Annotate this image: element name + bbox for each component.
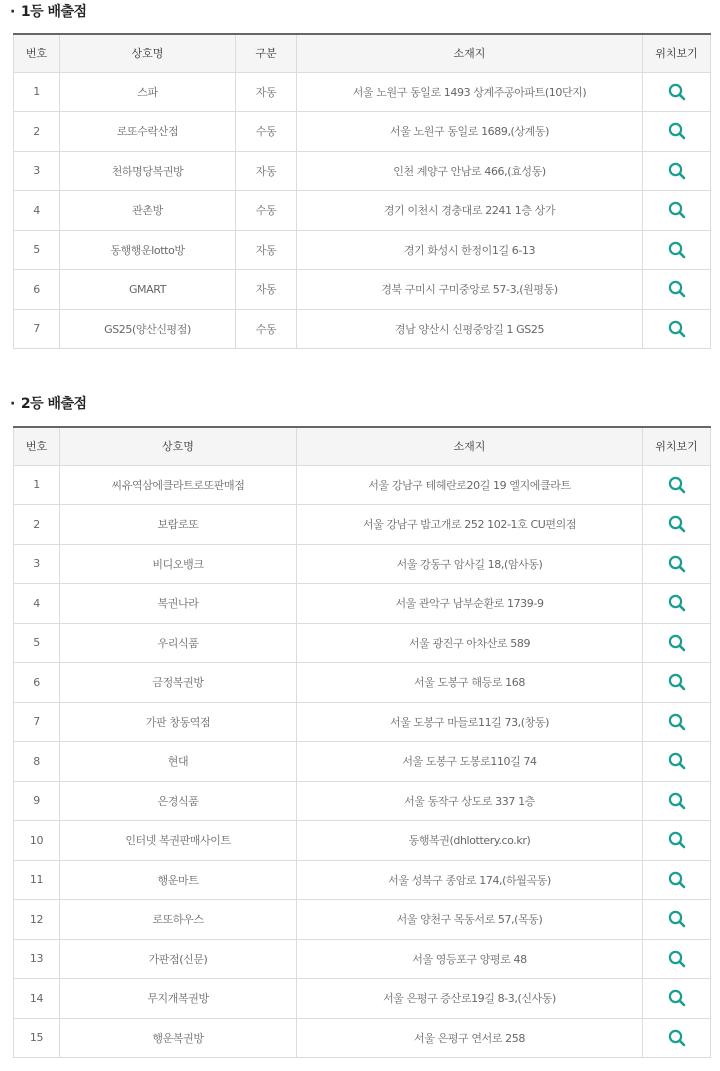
cell-no: 7 bbox=[14, 702, 60, 742]
cell-type: 수동 bbox=[236, 191, 297, 231]
col-header-location: 위치보기 bbox=[643, 427, 711, 465]
cell-name: 관촌방 bbox=[60, 191, 236, 231]
cell-no: 14 bbox=[14, 979, 60, 1019]
table-header-row bbox=[14, 427, 711, 465]
cell-address: 서울 노원구 동일로 1493 상계주공아파트(10단지) bbox=[297, 72, 643, 112]
search-icon bbox=[667, 121, 687, 141]
search-icon bbox=[667, 593, 687, 613]
table-row bbox=[14, 742, 711, 782]
table-row bbox=[14, 465, 711, 505]
table-row bbox=[14, 702, 711, 742]
cell-address: 서울 노원구 동일로 1689,(상계동) bbox=[297, 112, 643, 152]
view-location-button[interactable] bbox=[667, 988, 687, 1008]
cell-location bbox=[643, 742, 711, 782]
col-header-type: 구분 bbox=[236, 34, 297, 72]
cell-location bbox=[643, 663, 711, 703]
search-icon bbox=[667, 514, 687, 534]
cell-location bbox=[643, 939, 711, 979]
search-icon bbox=[667, 319, 687, 339]
cell-name: 행운복권방 bbox=[60, 1018, 297, 1058]
view-location-button[interactable] bbox=[667, 593, 687, 613]
cell-address: 서울 도봉구 도봉로110길 74 bbox=[297, 742, 643, 782]
cell-type: 수동 bbox=[236, 112, 297, 152]
cell-address: 서울 양천구 목동서로 57,(목동) bbox=[297, 900, 643, 940]
cell-name: 스파 bbox=[60, 72, 236, 112]
title-text: 1등 배출점 bbox=[20, 4, 87, 20]
cell-location bbox=[643, 1018, 711, 1058]
col-header-store-name: 상호명 bbox=[60, 34, 236, 72]
search-icon bbox=[667, 240, 687, 260]
cell-no: 2 bbox=[14, 505, 60, 545]
cell-address: 경북 구미시 구미중앙로 57-3,(원평동) bbox=[297, 270, 643, 310]
view-location-button[interactable] bbox=[667, 949, 687, 969]
cell-name: 보람로또 bbox=[60, 505, 297, 545]
cell-location bbox=[643, 309, 711, 349]
search-icon bbox=[667, 751, 687, 771]
cell-no: 8 bbox=[14, 742, 60, 782]
view-location-button[interactable] bbox=[667, 240, 687, 260]
view-location-button[interactable] bbox=[667, 514, 687, 534]
table-row bbox=[14, 821, 711, 861]
cell-location bbox=[643, 230, 711, 270]
search-icon bbox=[667, 475, 687, 495]
table-row bbox=[14, 623, 711, 663]
cell-no: 3 bbox=[14, 151, 60, 191]
search-icon bbox=[667, 672, 687, 692]
search-icon bbox=[667, 988, 687, 1008]
table-row bbox=[14, 860, 711, 900]
cell-location bbox=[643, 270, 711, 310]
col-header-store-name: 상호명 bbox=[60, 427, 297, 465]
table-row bbox=[14, 505, 711, 545]
cell-address: 서울 영등포구 양평로 48 bbox=[297, 939, 643, 979]
cell-location bbox=[643, 191, 711, 231]
view-location-button[interactable] bbox=[667, 633, 687, 653]
view-location-button[interactable] bbox=[667, 672, 687, 692]
cell-no: 6 bbox=[14, 270, 60, 310]
cell-name: 인터넷 복권판매사이트 bbox=[60, 821, 297, 861]
table-row bbox=[14, 112, 711, 152]
cell-address: 경기 이천시 경충대로 2241 1층 상가 bbox=[297, 191, 643, 231]
table-row bbox=[14, 309, 711, 349]
view-location-button[interactable] bbox=[667, 791, 687, 811]
cell-type: 자동 bbox=[236, 72, 297, 112]
cell-address: 서울 강남구 테헤란로20길 19 엘지에클라트 bbox=[297, 465, 643, 505]
cell-address: 서울 동작구 상도로 337 1층 bbox=[297, 781, 643, 821]
cell-name: 은경식품 bbox=[60, 781, 297, 821]
cell-name: 가판점(신문) bbox=[60, 939, 297, 979]
cell-address: 인천 계양구 안남로 466,(효성동) bbox=[297, 151, 643, 191]
view-location-button[interactable] bbox=[667, 751, 687, 771]
view-location-button[interactable] bbox=[667, 830, 687, 850]
search-icon bbox=[667, 791, 687, 811]
table-row bbox=[14, 939, 711, 979]
cell-no: 15 bbox=[14, 1018, 60, 1058]
table-row bbox=[14, 781, 711, 821]
search-icon bbox=[667, 949, 687, 969]
cell-no: 10 bbox=[14, 821, 60, 861]
cell-address: 서울 은평구 증산로19길 8-3,(신사동) bbox=[297, 979, 643, 1019]
cell-no: 9 bbox=[14, 781, 60, 821]
search-icon bbox=[667, 82, 687, 102]
view-location-button[interactable] bbox=[667, 909, 687, 929]
view-location-button[interactable] bbox=[667, 319, 687, 339]
cell-no: 7 bbox=[14, 309, 60, 349]
cell-name: 천하명당복권방 bbox=[60, 151, 236, 191]
cell-location bbox=[643, 112, 711, 152]
col-header-location: 위치보기 bbox=[643, 34, 711, 72]
cell-location bbox=[643, 781, 711, 821]
cell-name: 로또수락산점 bbox=[60, 112, 236, 152]
cell-name: 씨유역삼에클라트로또판매점 bbox=[60, 465, 297, 505]
cell-address: 동행복권(dhlottery.co.kr) bbox=[297, 821, 643, 861]
cell-address: 서울 광진구 아차산로 589 bbox=[297, 623, 643, 663]
view-location-button[interactable] bbox=[667, 870, 687, 890]
cell-location bbox=[643, 821, 711, 861]
cell-no: 6 bbox=[14, 663, 60, 703]
search-icon bbox=[667, 712, 687, 732]
cell-type: 자동 bbox=[236, 151, 297, 191]
section-title-second-prize bbox=[10, 392, 87, 416]
table-header-row bbox=[14, 34, 711, 72]
cell-location bbox=[643, 979, 711, 1019]
cell-no: 4 bbox=[14, 191, 60, 231]
first-prize-table bbox=[13, 33, 711, 349]
cell-name: 금정복권방 bbox=[60, 663, 297, 703]
cell-address: 서울 은평구 연서로 258 bbox=[297, 1018, 643, 1058]
search-icon bbox=[667, 830, 687, 850]
cell-location bbox=[643, 544, 711, 584]
cell-no: 5 bbox=[14, 623, 60, 663]
cell-no: 13 bbox=[14, 939, 60, 979]
cell-address: 서울 도봉구 해등로 168 bbox=[297, 663, 643, 703]
search-icon bbox=[667, 870, 687, 890]
cell-no: 4 bbox=[14, 584, 60, 624]
cell-location bbox=[643, 860, 711, 900]
table-row bbox=[14, 151, 711, 191]
cell-address: 서울 강동구 암사길 18,(암사동) bbox=[297, 544, 643, 584]
col-header-address: 소재지 bbox=[297, 34, 643, 72]
cell-name: 무지개복권방 bbox=[60, 979, 297, 1019]
title-bullet: · bbox=[10, 4, 15, 20]
table-row bbox=[14, 72, 711, 112]
cell-location bbox=[643, 623, 711, 663]
cell-name: GMART bbox=[60, 270, 236, 310]
cell-location bbox=[643, 72, 711, 112]
section-title-first-prize bbox=[10, 0, 87, 24]
search-icon bbox=[667, 909, 687, 929]
cell-address: 서울 도봉구 마들로11길 73,(창동) bbox=[297, 702, 643, 742]
title-bullet: · bbox=[10, 396, 15, 412]
search-icon bbox=[667, 279, 687, 299]
cell-name: 행운마트 bbox=[60, 860, 297, 900]
table-row bbox=[14, 1018, 711, 1058]
cell-location bbox=[643, 465, 711, 505]
cell-location bbox=[643, 505, 711, 545]
view-location-button[interactable] bbox=[667, 1028, 687, 1048]
view-location-button[interactable] bbox=[667, 279, 687, 299]
view-location-button[interactable] bbox=[667, 161, 687, 181]
col-header-address: 소재지 bbox=[297, 427, 643, 465]
table-row bbox=[14, 584, 711, 624]
cell-name: 현대 bbox=[60, 742, 297, 782]
table-row bbox=[14, 544, 711, 584]
table-row bbox=[14, 270, 711, 310]
view-location-button[interactable] bbox=[667, 121, 687, 141]
view-location-button[interactable] bbox=[667, 475, 687, 495]
cell-address: 서울 관악구 남부순환로 1739-9 bbox=[297, 584, 643, 624]
search-icon bbox=[667, 1028, 687, 1048]
cell-no: 1 bbox=[14, 72, 60, 112]
cell-location bbox=[643, 702, 711, 742]
cell-no: 5 bbox=[14, 230, 60, 270]
cell-no: 3 bbox=[14, 544, 60, 584]
title-text: 2등 배출점 bbox=[20, 396, 87, 412]
cell-name: GS25(양산신평점) bbox=[60, 309, 236, 349]
cell-address: 경남 양산시 신평중앙길 1 GS25 bbox=[297, 309, 643, 349]
cell-address: 경기 화성시 한정이1길 6-13 bbox=[297, 230, 643, 270]
view-location-button[interactable] bbox=[667, 200, 687, 220]
cell-location bbox=[643, 584, 711, 624]
search-icon bbox=[667, 200, 687, 220]
cell-address: 서울 강남구 밤고개로 252 102-1호 CU편의점 bbox=[297, 505, 643, 545]
table-row bbox=[14, 230, 711, 270]
cell-name: 복권나라 bbox=[60, 584, 297, 624]
cell-address: 서울 성북구 종암로 174,(하월곡동) bbox=[297, 860, 643, 900]
search-icon bbox=[667, 161, 687, 181]
cell-location bbox=[643, 900, 711, 940]
cell-name: 로또하우스 bbox=[60, 900, 297, 940]
second-prize-table bbox=[13, 426, 711, 1058]
table-row bbox=[14, 979, 711, 1019]
cell-location bbox=[643, 151, 711, 191]
table-row bbox=[14, 191, 711, 231]
cell-type: 자동 bbox=[236, 270, 297, 310]
cell-name: 비디오뱅크 bbox=[60, 544, 297, 584]
table-row bbox=[14, 900, 711, 940]
view-location-button[interactable] bbox=[667, 554, 687, 574]
cell-no: 11 bbox=[14, 860, 60, 900]
cell-name: 우리식품 bbox=[60, 623, 297, 663]
cell-no: 12 bbox=[14, 900, 60, 940]
cell-type: 수동 bbox=[236, 309, 297, 349]
view-location-button[interactable] bbox=[667, 712, 687, 732]
search-icon bbox=[667, 554, 687, 574]
cell-name: 동행행운lotto방 bbox=[60, 230, 236, 270]
col-header-number: 번호 bbox=[14, 34, 60, 72]
cell-no: 2 bbox=[14, 112, 60, 152]
cell-type: 자동 bbox=[236, 230, 297, 270]
cell-name: 가판 창동역점 bbox=[60, 702, 297, 742]
col-header-number: 번호 bbox=[14, 427, 60, 465]
search-icon bbox=[667, 633, 687, 653]
view-location-button[interactable] bbox=[667, 82, 687, 102]
table-row bbox=[14, 663, 711, 703]
cell-no: 1 bbox=[14, 465, 60, 505]
